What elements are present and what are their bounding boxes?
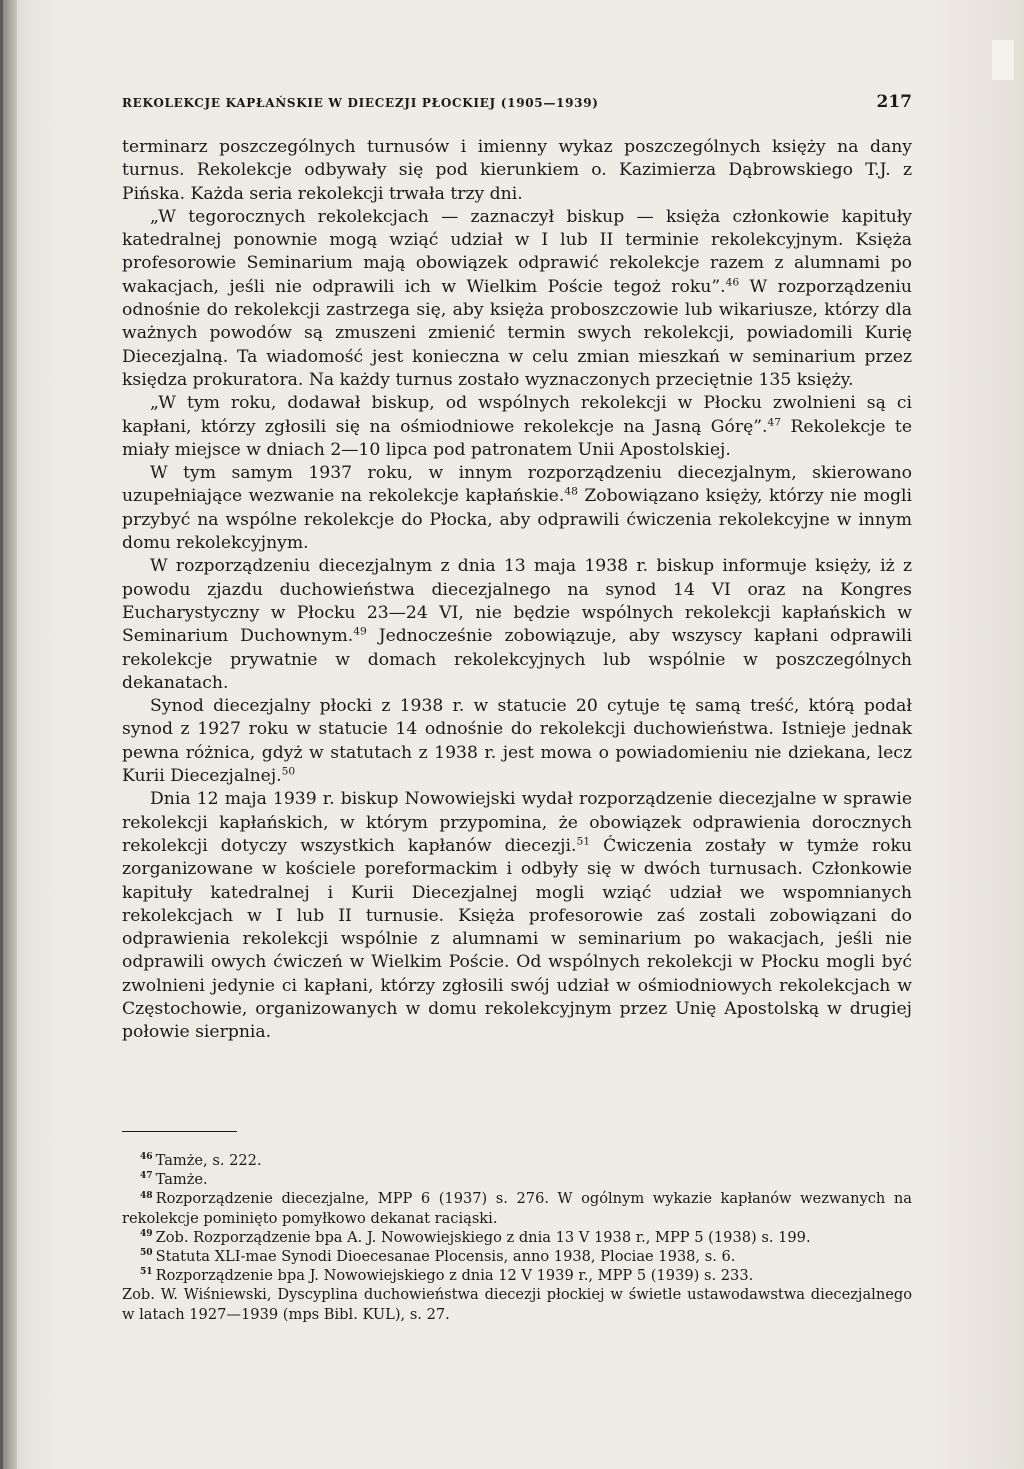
- paragraph-7: Dnia 12 maja 1939 r. biskup Nowowiejski wydał rozporządzenie diecezjalne w sprawie rekolekcji kapłańskich, w którym przypomina, że obowiązek odprawienia dorocznych rekolekcji dotyczy wszystkich kapłanów diecezji.$^{51}$ Ćwiczenia zostały w tymże roku zorganizowane w kościele poreformackim i odbyły się w dwóch turnusach. Członkowie kapituły katedralnej i Kurii Diecezjalnej mogli wziąć udział we wspomnianych rekolekcjach w I lub II turnusie. Księża profesorowie zaś zostali zobowiązani do odprawienia rekolekcji wspólnie z alumnami w seminarium po wakacjach, jeśli nie odprawili owych ćwiczeń w Wielkim Poście. Od wspólnych rekolekcji w Płocku mogli być zwolnieni jedynie ci kapłani, którzy zgłosili swój udział w ośmiodniowych rekolekcjach w Częstochowie, organizowanych w domu rekolekcyjnym przez Unię Apostolską w drugiej połowie sierpnia.: [122, 789, 912, 1043]
- page-number: 217: [876, 92, 912, 112]
- paragraph-4: W tym samym 1937 roku, w innym rozporządzeniu diecezjalnym, skierowano uzupełniające wezwanie na rekolekcje kapłańskie.$^{48}$ Zobowiązano księży, którzy nie mogli przybyć na wspólne rekolekcje do Płocka, aby odprawili ćwiczenia rekolekcyjne w innym domu rekolekcyjnym.: [122, 463, 912, 554]
- body-text: [122, 136, 912, 1045]
- paragraph-1: terminarz poszczególnych turnusów i imienny wykaz poszczególnych księży na dany turnus. Rekolekcje odbywały się pod kierunkiem o. Kazimierza Dąbrowskiego T.J. z Pińska. Każda seria rekolekcji trwała trzy dni.: [122, 137, 912, 204]
- footnote-49: $^{49}$ Zob. Rozporządzenie bpa A. J. Nowowiejskiego z dnia 13 V 1938 r., MPP 5 (1938) s. 199.: [140, 1228, 811, 1246]
- footnote-50: $^{50}$ Statuta XLI-mae Synodi Dioecesanae Plocensis, anno 1938, Plociae 1938, s. 6.: [140, 1248, 736, 1266]
- footnote-ref-48[interactable]: 48: [564, 484, 578, 498]
- paragraph-3: „W tym roku, dodawał biskup, od wspólnych rekolekcji w Płocku zwolnieni są ci kapłani, którzy zgłosili się na ośmiodniowe rekolekcje na Jasną Górę”.$^{47}$ Rekolekcje te miały miejsce w dniach 2—10 lipca pod patronatem Unii Apostolskiej.: [122, 393, 912, 460]
- paragraph-2: „W tegorocznych rekolekcjach — zaznaczył biskup — księża członkowie kapituły katedralnej ponownie mogą wziąć udział w I lub II terminie rekolekcyjnym. Księża profesorowie Seminarium mają obowiązek odprawić rekolekcje razem z alumnami po wakacjach, jeśli nie odprawili ich w Wielkim Poście tegoż roku”.$^{46}$ W rozporządzeniu odnośnie do rekolekcji zastrzega się, aby księża proboszczowie lub wikariusze, którzy dla ważnych powodów są zmuszeni zmienić termin swych rekolekcji, powiadomili Kurię Diecezjalną. Ta wiadomość jest konieczna w celu zmian mieszkań w seminarium przez księdza prokuratora. Na każdy turnus zostało wyznaczonych przeciętnie 135 księży.: [122, 206, 912, 390]
- paragraph-5: W rozporządzeniu diecezjalnym z dnia 13 maja 1938 r. biskup informuje księży, iż z powodu zjazdu duchowieństwa diecezjalnego na synod 14 VI oraz na Kongres Eucharystyczny w Płocku 23—24 VI, nie będzie wspólnych rekolekcji kapłańskich w Seminarium Duchownym.$^{49}$ Jednocześnie zobowiązuje, aby wszyscy kapłani odprawili rekolekcje prywatnie w domach rekolekcyjnych lub wspólnie w poszczególnych dekanatach.: [122, 556, 913, 693]
- footnote-46: $^{46}$ Tamże, s. 222.: [140, 1152, 262, 1169]
- footnote-ref-46[interactable]: 46: [725, 275, 740, 289]
- page-header: [122, 92, 912, 116]
- footnote-ref-50[interactable]: 50: [281, 764, 296, 778]
- page-corner-mark: [992, 40, 1014, 80]
- footnote-ref-47[interactable]: 47: [767, 414, 782, 428]
- footnote-51: $^{51}$ Rozporządzenie bpa J. Nowowiejskiego z dnia 12 V 1939 r., MPP 5 (1939) s. 233.: [140, 1267, 754, 1285]
- footnote-48: $^{48}$ Rozporządzenie diecezjalne, MPP 6 (1937) s. 276. W ogólnym wykazie kapłanów wezwanych na rekolekcje pominięto pomyłkowo dekanat raciąski.: [122, 1190, 912, 1227]
- footnote-ref-49[interactable]: 49: [353, 624, 367, 638]
- paragraph-6: Synod diecezjalny płocki z 1938 r. w statucie 20 cytuje tę samą treść, którą podał synod z 1927 roku w statucie 14 odnośnie do rekolekcji duchowieństwa. Istnieje jednak pewna różnica, gdyż w statutach z 1938 r. jest mowa o powiadomieniu nie dziekana, lecz Kurii Diecezjalnej.$^{50}$: [122, 696, 912, 787]
- running-head: REKOLEKCJE KAPŁAŃSKIE W DIECEZJI PŁOCKIEJ (1905—1939): [122, 96, 599, 110]
- footnote-ref-51[interactable]: 51: [576, 834, 590, 848]
- footnote-51-continuation: Zob. W. Wiśniewski, Dyscyplina duchowieństwa diecezji płockiej w świetle ustawodawstwa diecezjalnego w latach 1927—1939 (mps Bibl. KUL), s. 27.: [122, 1286, 912, 1323]
- footnote-47: $^{47}$ Tamże.: [140, 1171, 208, 1189]
- footnotes: [122, 1151, 912, 1324]
- footnote-separator: [122, 1131, 237, 1132]
- page-fold-shadow: [3, 0, 17, 1469]
